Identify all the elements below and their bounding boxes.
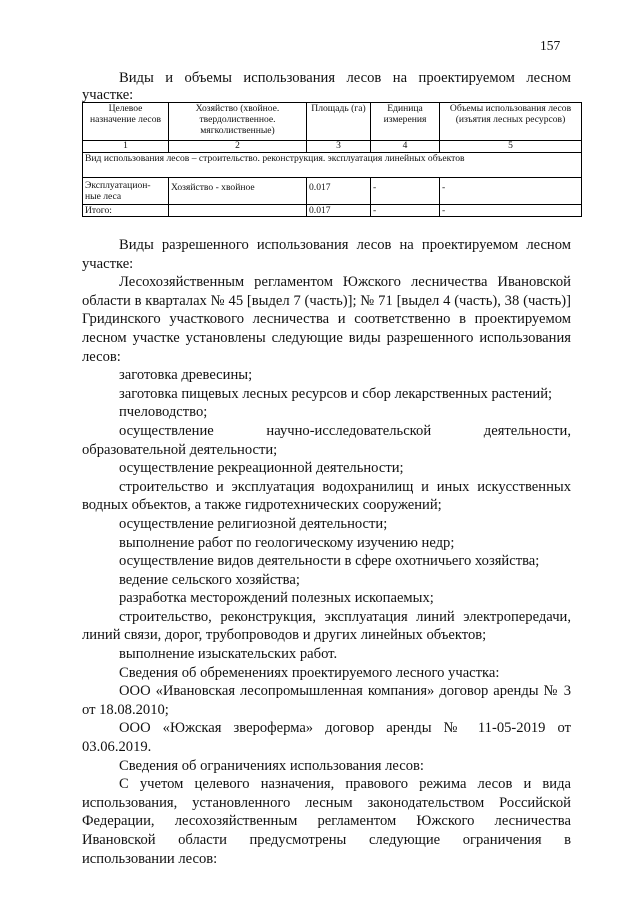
cell-text: ные леса <box>85 191 122 202</box>
restrictions-heading: Сведения об ограничениях использования лесов: <box>119 757 424 774</box>
column-number: 4 <box>371 141 440 153</box>
column-number: 3 <box>307 141 371 153</box>
column-number: 1 <box>83 141 169 153</box>
cell-text: Эксплуатацион- <box>85 180 151 191</box>
cell-total-unit: - <box>371 205 440 217</box>
document-body <box>82 236 571 868</box>
table-header-row <box>83 103 582 141</box>
cell-total-label: Итого: <box>83 205 169 217</box>
encumbrance-item: ООО «Южская звероферма» договор аренды № 11-05-2019 от 03.06.2019. <box>82 720 571 756</box>
header-cell-unit: Единица измерения <box>371 103 440 141</box>
permitted-use-item: разработка месторождений полезных ископаемых; <box>119 590 434 607</box>
cell-total-economy <box>169 205 307 217</box>
table-row <box>83 178 582 205</box>
table-use-type-row <box>83 153 582 178</box>
forest-use-table <box>82 102 582 217</box>
cell-purpose <box>83 178 169 205</box>
heading-line: Виды и объемы использования лесов на проектируемом лесном <box>119 70 571 86</box>
permitted-use-item: заготовка пищевых лесных ресурсов и сбор лекарственных растений; <box>119 385 553 402</box>
restrictions-paragraph: С учетом целевого назначения, правового режима лесов и вида использования, установленного лесным законодательством Российской Федерации, лесохозяйственным регламентом Южского лесничества Ивановской области предусмотрены следующие ограничения в использовании лесов: <box>82 776 571 867</box>
column-number: 2 <box>169 141 307 153</box>
regulation-paragraph: Лесохозяйственным регламентом Южского лесничества Ивановской области в кварталах № 45 [выдел 7 (часть)]; № 71 [выдел 4 (часть), 38 (часть)] Гридинского участкового лесничества и соответственно в проектируемом лесном участке установлены следующие виды разрешенного использования лесов: <box>82 274 571 365</box>
heading-line: участке: <box>82 87 134 103</box>
table-total-row <box>83 205 582 217</box>
permitted-use-item: заготовка древесины; <box>119 367 253 384</box>
header-cell-economy: Хозяйство (хвойное. твердолиственное. мягколиственные) <box>169 103 307 141</box>
permitted-use-item: строительство и эксплуатация водохранилищ и иных искусственных водных объектов, а также гидротехнических сооружений; <box>82 478 571 514</box>
header-cell-area: Площадь (га) <box>307 103 371 141</box>
header-cell-purpose: Целевое назначение лесов <box>83 103 169 141</box>
permitted-use-item: строительство, реконструкция, эксплуатация линий электропередачи, линий связи, дорог, трубопроводов и других линейных объектов; <box>82 608 571 644</box>
cell-unit: - <box>371 178 440 205</box>
header-cell-volume: Объемы использования лесов (изъятия лесных ресурсов) <box>440 103 582 141</box>
permitted-use-item: выполнение изыскательских работ. <box>119 646 338 663</box>
cell-volume: - <box>440 178 582 205</box>
section-heading-permitted-uses: Виды разрешенного использования лесов на проектируемом лесном <box>119 237 571 253</box>
table-column-numbers-row <box>83 141 582 153</box>
cell-total-area: 0.017 <box>307 205 371 217</box>
permitted-use-item: выполнение работ по геологическому изучению недр; <box>119 534 455 551</box>
permitted-use-item: пчеловодство; <box>119 404 208 421</box>
cell-economy: Хозяйство - хвойное <box>169 178 307 205</box>
cell-total-volume: - <box>440 205 582 217</box>
permitted-use-item: осуществление научно-исследовательской деятельности, образовательной деятельности; <box>82 422 571 458</box>
section-heading-volumes <box>82 70 571 104</box>
page-number: 157 <box>540 38 561 53</box>
encumbrance-item: ООО «Ивановская лесопромышленная компания» договор аренды № 3 от 18.08.2010; <box>82 683 571 718</box>
column-number: 5 <box>440 141 582 153</box>
encumbrances-heading: Сведения об обременениях проектируемого лесного участка: <box>119 664 500 681</box>
use-type-cell: Вид использования лесов – строительство. реконструкция. эксплуатация линейных объектов <box>83 153 582 178</box>
section-heading-line: участке: <box>82 255 134 272</box>
permitted-use-item: осуществление религиозной деятельности; <box>119 515 388 532</box>
permitted-use-item: ведение сельского хозяйства; <box>119 571 300 588</box>
permitted-use-item: осуществление видов деятельности в сфере охотничьего хозяйства; <box>119 553 540 570</box>
permitted-use-item: осуществление рекреационной деятельности; <box>119 460 404 477</box>
cell-area: 0.017 <box>307 178 371 205</box>
